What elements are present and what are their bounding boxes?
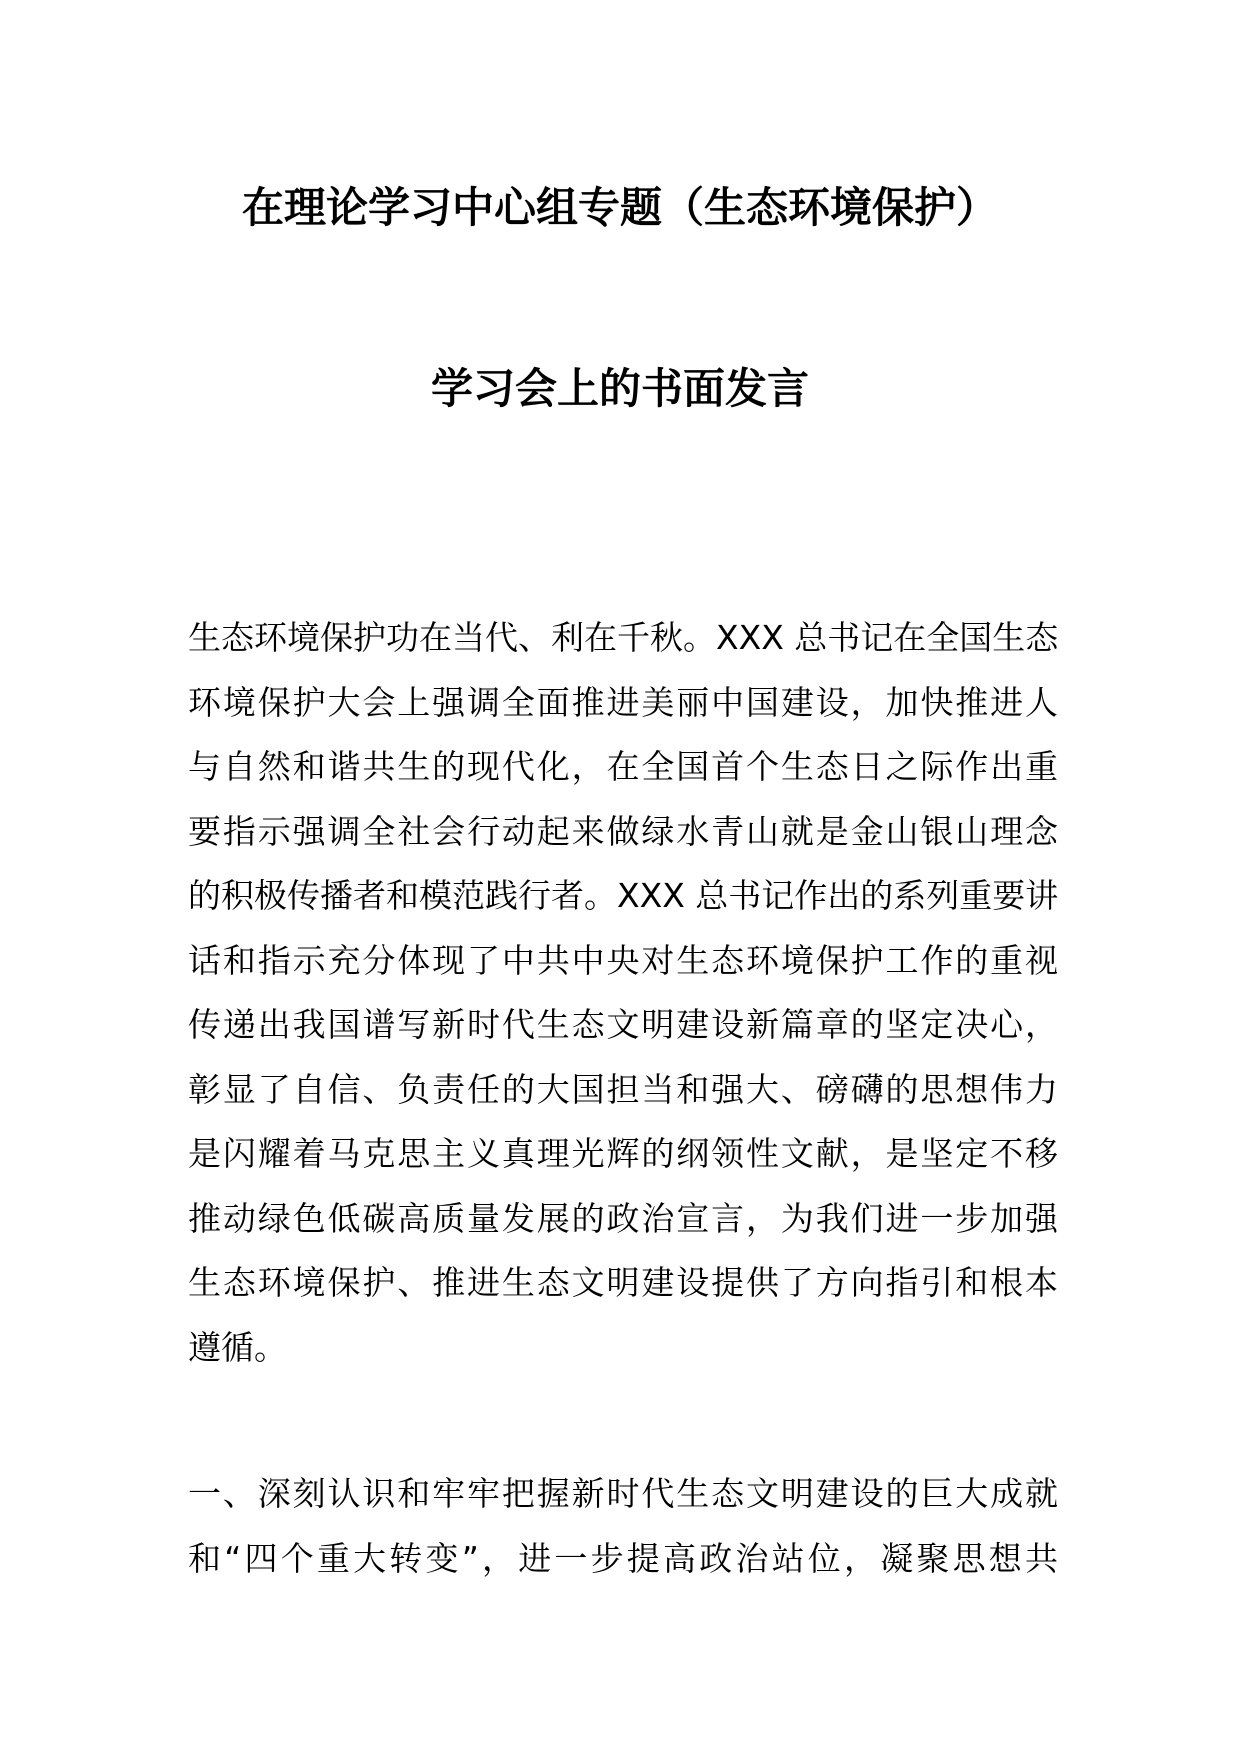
paragraph-line: 与自然和谐共生的现代化，在全国首个生态日之际作出重 [188, 747, 1058, 786]
paragraph-line: 传递出我国谱写新时代生态文明建设新篇章的坚定决心， [188, 1005, 1058, 1044]
paragraph-line: 要指示强调全社会行动起来做绿水青山就是金山银山理念 [188, 811, 1058, 851]
paragraph-line: 环境保护大会上强调全面推进美丽中国建设，加快推进人 [188, 682, 1058, 722]
paragraph-line: 彰显了自信、负责任的大国担当和强大、磅礴的思想伟力 [188, 1069, 1058, 1109]
paragraph-line: 生态环境保护功在当代、利在千秋。XXX 总书记在全国生态 [188, 618, 1059, 657]
document-title-line-2: 学习会上的书面发言 [430, 364, 809, 413]
paragraph-line: 遵循。 [188, 1327, 287, 1367]
paragraph-line: 推动绿色低碳高质量发展的政治宣言，为我们进一步加强 [188, 1198, 1058, 1238]
paragraph-line: 话和指示充分体现了中共中央对生态环境保护工作的重视 [188, 940, 1058, 980]
document-title-line-1: 在理论学习中心组专题（生态环境保护） [241, 183, 998, 232]
section-heading-1 [188, 1462, 1058, 1591]
paragraph-intro [188, 606, 1058, 1380]
paragraph-line: 是闪耀着马克思主义真理光辉的纲领性文献，是坚定不移 [188, 1134, 1058, 1173]
section-line: 一、深刻认识和牢牢把握新时代生态文明建设的巨大成就 [188, 1474, 1058, 1513]
paragraph-line: 生态环境保护、推进生态文明建设提供了方向指引和根本 [188, 1263, 1058, 1302]
section-line: 和“四个重大转变”，进一步提高政治站位，凝聚思想共 [188, 1538, 1058, 1578]
paragraph-line: 的积极传播者和模范践行者。XXX 总书记作出的系列重要讲 [188, 876, 1059, 915]
